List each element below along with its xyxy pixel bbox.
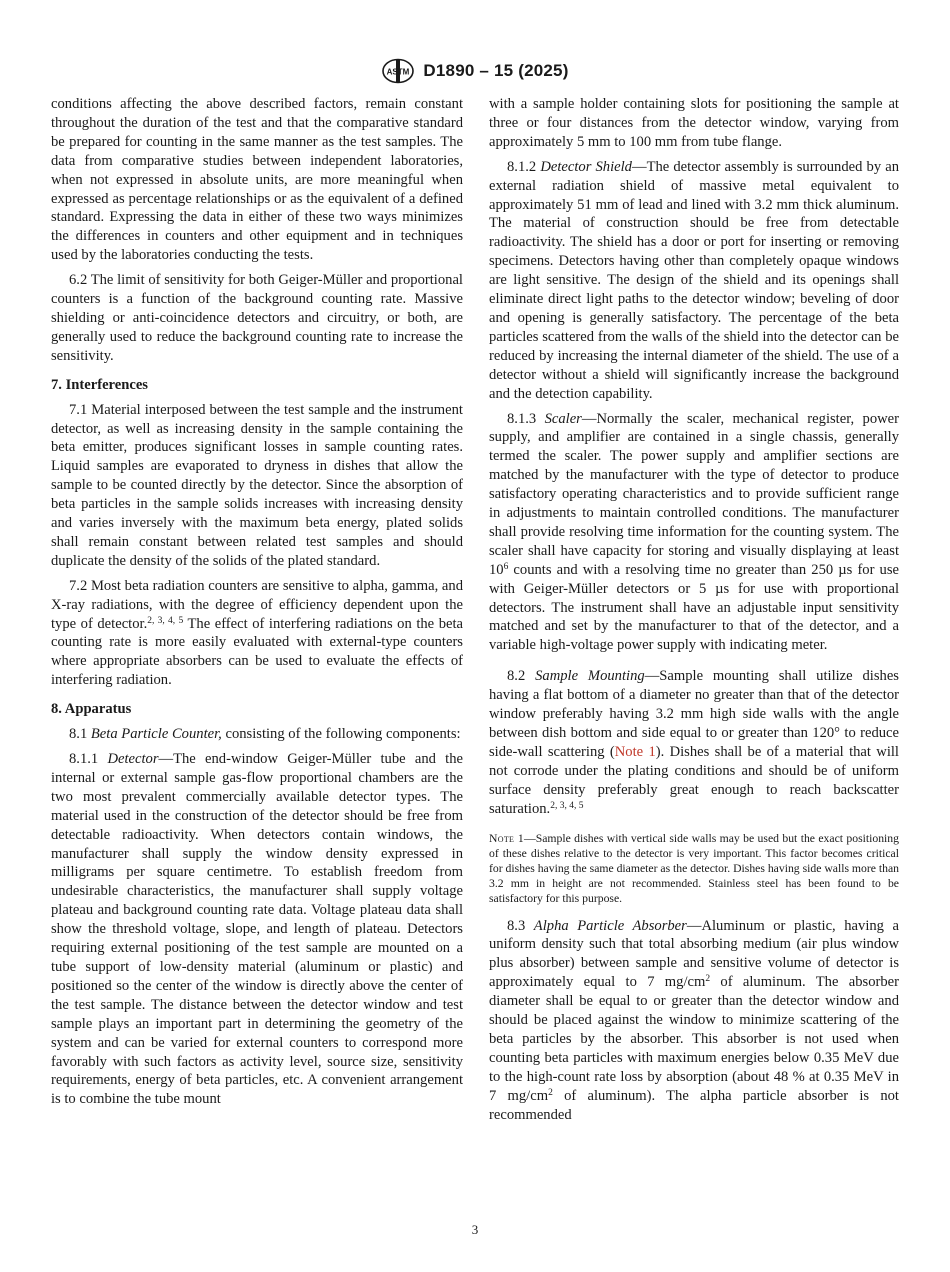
note-1-link[interactable]: Note 1 <box>614 743 656 760</box>
paragraph-8-1 <box>51 725 463 744</box>
right-column <box>489 95 899 1131</box>
clause-number: 8.1.2 <box>507 158 541 175</box>
paragraph-8-1-3 <box>489 410 899 656</box>
page-header <box>0 56 950 86</box>
clause-text: —Sample mounting shall utilize dishes having a flat bottom of a diameter no greater than that of the detector window preferably having 3.2 mm high side walls with the angle between dish bottom and side equal to or greater than 120° to reduce side-wall scattering ( <box>489 668 899 760</box>
clause-title: Sample Mounting <box>535 668 645 685</box>
clause-number: 8.1 <box>69 726 91 743</box>
clause-text-cont: of aluminum. The absorber diameter shall be equal to or greater than the detector window and should be placed against the window to minimize scattering of the beta particles by the absorber. This absorber is not used when counting beta particles with maximum energies below 0.35 MeV due to the high-count rate loss by absorption (about 48 % at 0.35 MeV in 7 mg/cm <box>489 974 900 1104</box>
clause-title: Alpha Particle Absorber <box>533 917 687 934</box>
reference-superscript: 2, 3, 4, 5 <box>550 800 584 811</box>
clause-title: Beta Particle Counter, <box>90 726 222 743</box>
clause-title: Scaler <box>544 410 582 427</box>
paragraph-8-3 <box>489 917 899 1125</box>
paragraph-continued: conditions affecting the above described factors, remain constant throughout the duration of the test and that the comparative standard be prepared for counting in the same manner as the test samples. The data from comparative studies between independent laboratories, when not expressed in absolute units, are more meaningful when expressed as percentage relationships or as the equivalent of a defined standard. Expressing the data in either of these two ways minimizes the differences in counters and other equipment and in techniques used by the laboratories conducting the tests. <box>51 96 463 264</box>
clause-number: 8.1.3 <box>507 410 545 427</box>
paragraph-7-1: 7.1 Material interposed between the test sample and the instrument detector, as well as increasing density in the sample containing the beta emitter, produces significant losses in sample counting rates. Liquid samples are evaporated to dryness in dishes that allow the sample to be counted directly by the detector. Since the absorption of beta particles in the sample solids increases with increasing density and varies inversely with the maximum beta energy, plated solids shall remain constant between related test samples and should duplicate the density of the solids of the plated standard. <box>51 401 463 569</box>
svg-text:ASTM: ASTM <box>387 67 410 77</box>
astm-logo-icon <box>381 58 415 84</box>
section-heading-interferences: 7. Interferences <box>51 376 148 393</box>
page-number: 3 <box>471 1222 479 1237</box>
note-text: —Sample dishes with vertical side walls may be used but the exact positioning of these dishes relative to the detector is very important. This factor becomes critical for dishes having the same diameter as the detector. Dishes having side walls more than 3.2 mm in height are not recommended. Stainless steel has been found to be satisfactory for this purpose. <box>489 831 899 906</box>
clause-text: consisting of the following components: <box>221 726 461 743</box>
clause-text: —The end-window Geiger-Müller tube and the internal or external sample gas-flow proportional chambers are the two most prevalent commercially available detector types. The material used in the construction of the detector should be free from detectable radioactivity. When detectors contain windows, the manufacturer shall supply the window density expressed in milligrams per square centimetre. To establish freedom from undesirable characteristics, the manufacturer shall supply voltage plateau and background counting rate data. Voltage plateau data shall show the threshold voltage, slope, and length of plateau. Detectors requiring external positioning of the test sample are mounted on a tube support of low-density material (aluminum or plastic) and positioned so the center of the window is directly above the center of the test sample. The distance between the detector window and test sample plays an important part in determining the geometry of the system and can be varied for external counters to correspond more favorably with such factors as activity level, source size, sensitivity requirements, energy of beta particles, etc. A convenient arrangement is to combine the tube mount <box>51 751 463 1108</box>
paragraph-continued: with a sample holder containing slots for positioning the sample at three or four distances from the detector window, varying from approximately 5 mm to 100 mm from tube flange. <box>489 96 899 150</box>
clause-text: —Normally the scaler, mechanical register, power supply, and amplifier are contained in a single chassis, generally termed the scaler. The power supply and amplifier sections are matched by the manufacturer with the type of detector to produce satisfactory operating characteristics and to provide sufficient range in adjustments to maintain controlled conditions. The manufacturer shall provide resolving time information for the counting system. The scaler shall have capacity for storing and visually displaying at least 10 <box>489 410 899 578</box>
paragraph-7-2-text-cont: The effect of interfering radiations on the beta counting rate is more easily evaluated with external-type counters where appropriate absorbers can be used to evaluate the effects of interfering radiation. <box>51 615 464 689</box>
clause-title: Detector <box>107 751 159 767</box>
clause-text: —The detector assembly is surrounded by an external radiation shield of massive metal equivalent to approximately 51 mm of lead and lined with 3.2 mm thick aluminum. The material of construction should be free from detectable radioactivity. The shield has a door or port for inserting or removing specimens. Detectors having other than completely opaque windows are light sensitive. The design of the shield and its openings shall eliminate direct light paths to the detector window; beveling of door and opening is generally satisfactory. The percentage of the beta particles scattered from the walls of the shield into the detector can be reduced by increasing the internal diameter of the shield. The use of a detector without a shield will significantly increase the background and the detection capability. <box>489 158 899 402</box>
clause-text-cont: ). Dishes shall be of a material that will not corrode under the plating conditions and should be of uniform surface density preferably great enough to reach backscatter saturation. <box>489 743 899 817</box>
paragraph-8-2 <box>489 667 899 818</box>
left-column <box>51 95 463 1115</box>
clause-text-cont: counts and with a resolving time no greater than 250 µs for use with Geiger-Müller detectors or 5 µs for use with proportional detectors. The instrument shall have an adjustable input sensitivity matched and set by the manufacturer to that of the detector, and a variable high-voltage power supply with indicating meter. <box>489 561 899 654</box>
reference-superscript: 2, 3, 4, 5 <box>147 615 184 626</box>
clause-text-cont: of aluminum). The alpha particle absorber is not recommended <box>489 1087 899 1123</box>
clause-title: Detector Shield <box>540 158 632 175</box>
paragraph-7-2-text: 7.2 Most beta radiation counters are sensitive to alpha, gamma, and X-ray radiations, with the degree of efficiency dependent upon the type of detector. <box>51 577 463 632</box>
clause-number: 8.3 <box>507 917 534 934</box>
paragraph-7-2 <box>51 577 463 690</box>
clause-number: 8.2 <box>507 668 536 685</box>
clause-text: —Aluminum or plastic, having a uniform density such that total absorbing medium (air plus window plus absorber) between sample and sensitive volume of detector is approximately equal to 7 mg/cm <box>489 917 899 991</box>
note-1 <box>489 831 899 907</box>
exponent-superscript: 6 <box>503 561 509 572</box>
paragraph-8-1-2 <box>489 158 899 404</box>
note-label: Note 1 <box>489 831 525 845</box>
document-designation: D1890 – 15 (2025) <box>423 61 569 80</box>
exponent-superscript: 2 <box>705 974 711 985</box>
section-heading-apparatus: 8. Apparatus <box>51 701 132 718</box>
paragraph-8-1-1 <box>51 750 463 1109</box>
exponent-superscript: 2 <box>548 1087 553 1098</box>
paragraph-6-2: 6.2 The limit of sensitivity for both Geiger-Müller and proportional counters is a function of the background counting rate. Massive shielding or anti-coincidence detectors and circuitry, or both, are generally used to reduce the background counting rate to increase the sensitivity. <box>51 272 463 364</box>
clause-number: 8.1.1 <box>69 751 108 767</box>
